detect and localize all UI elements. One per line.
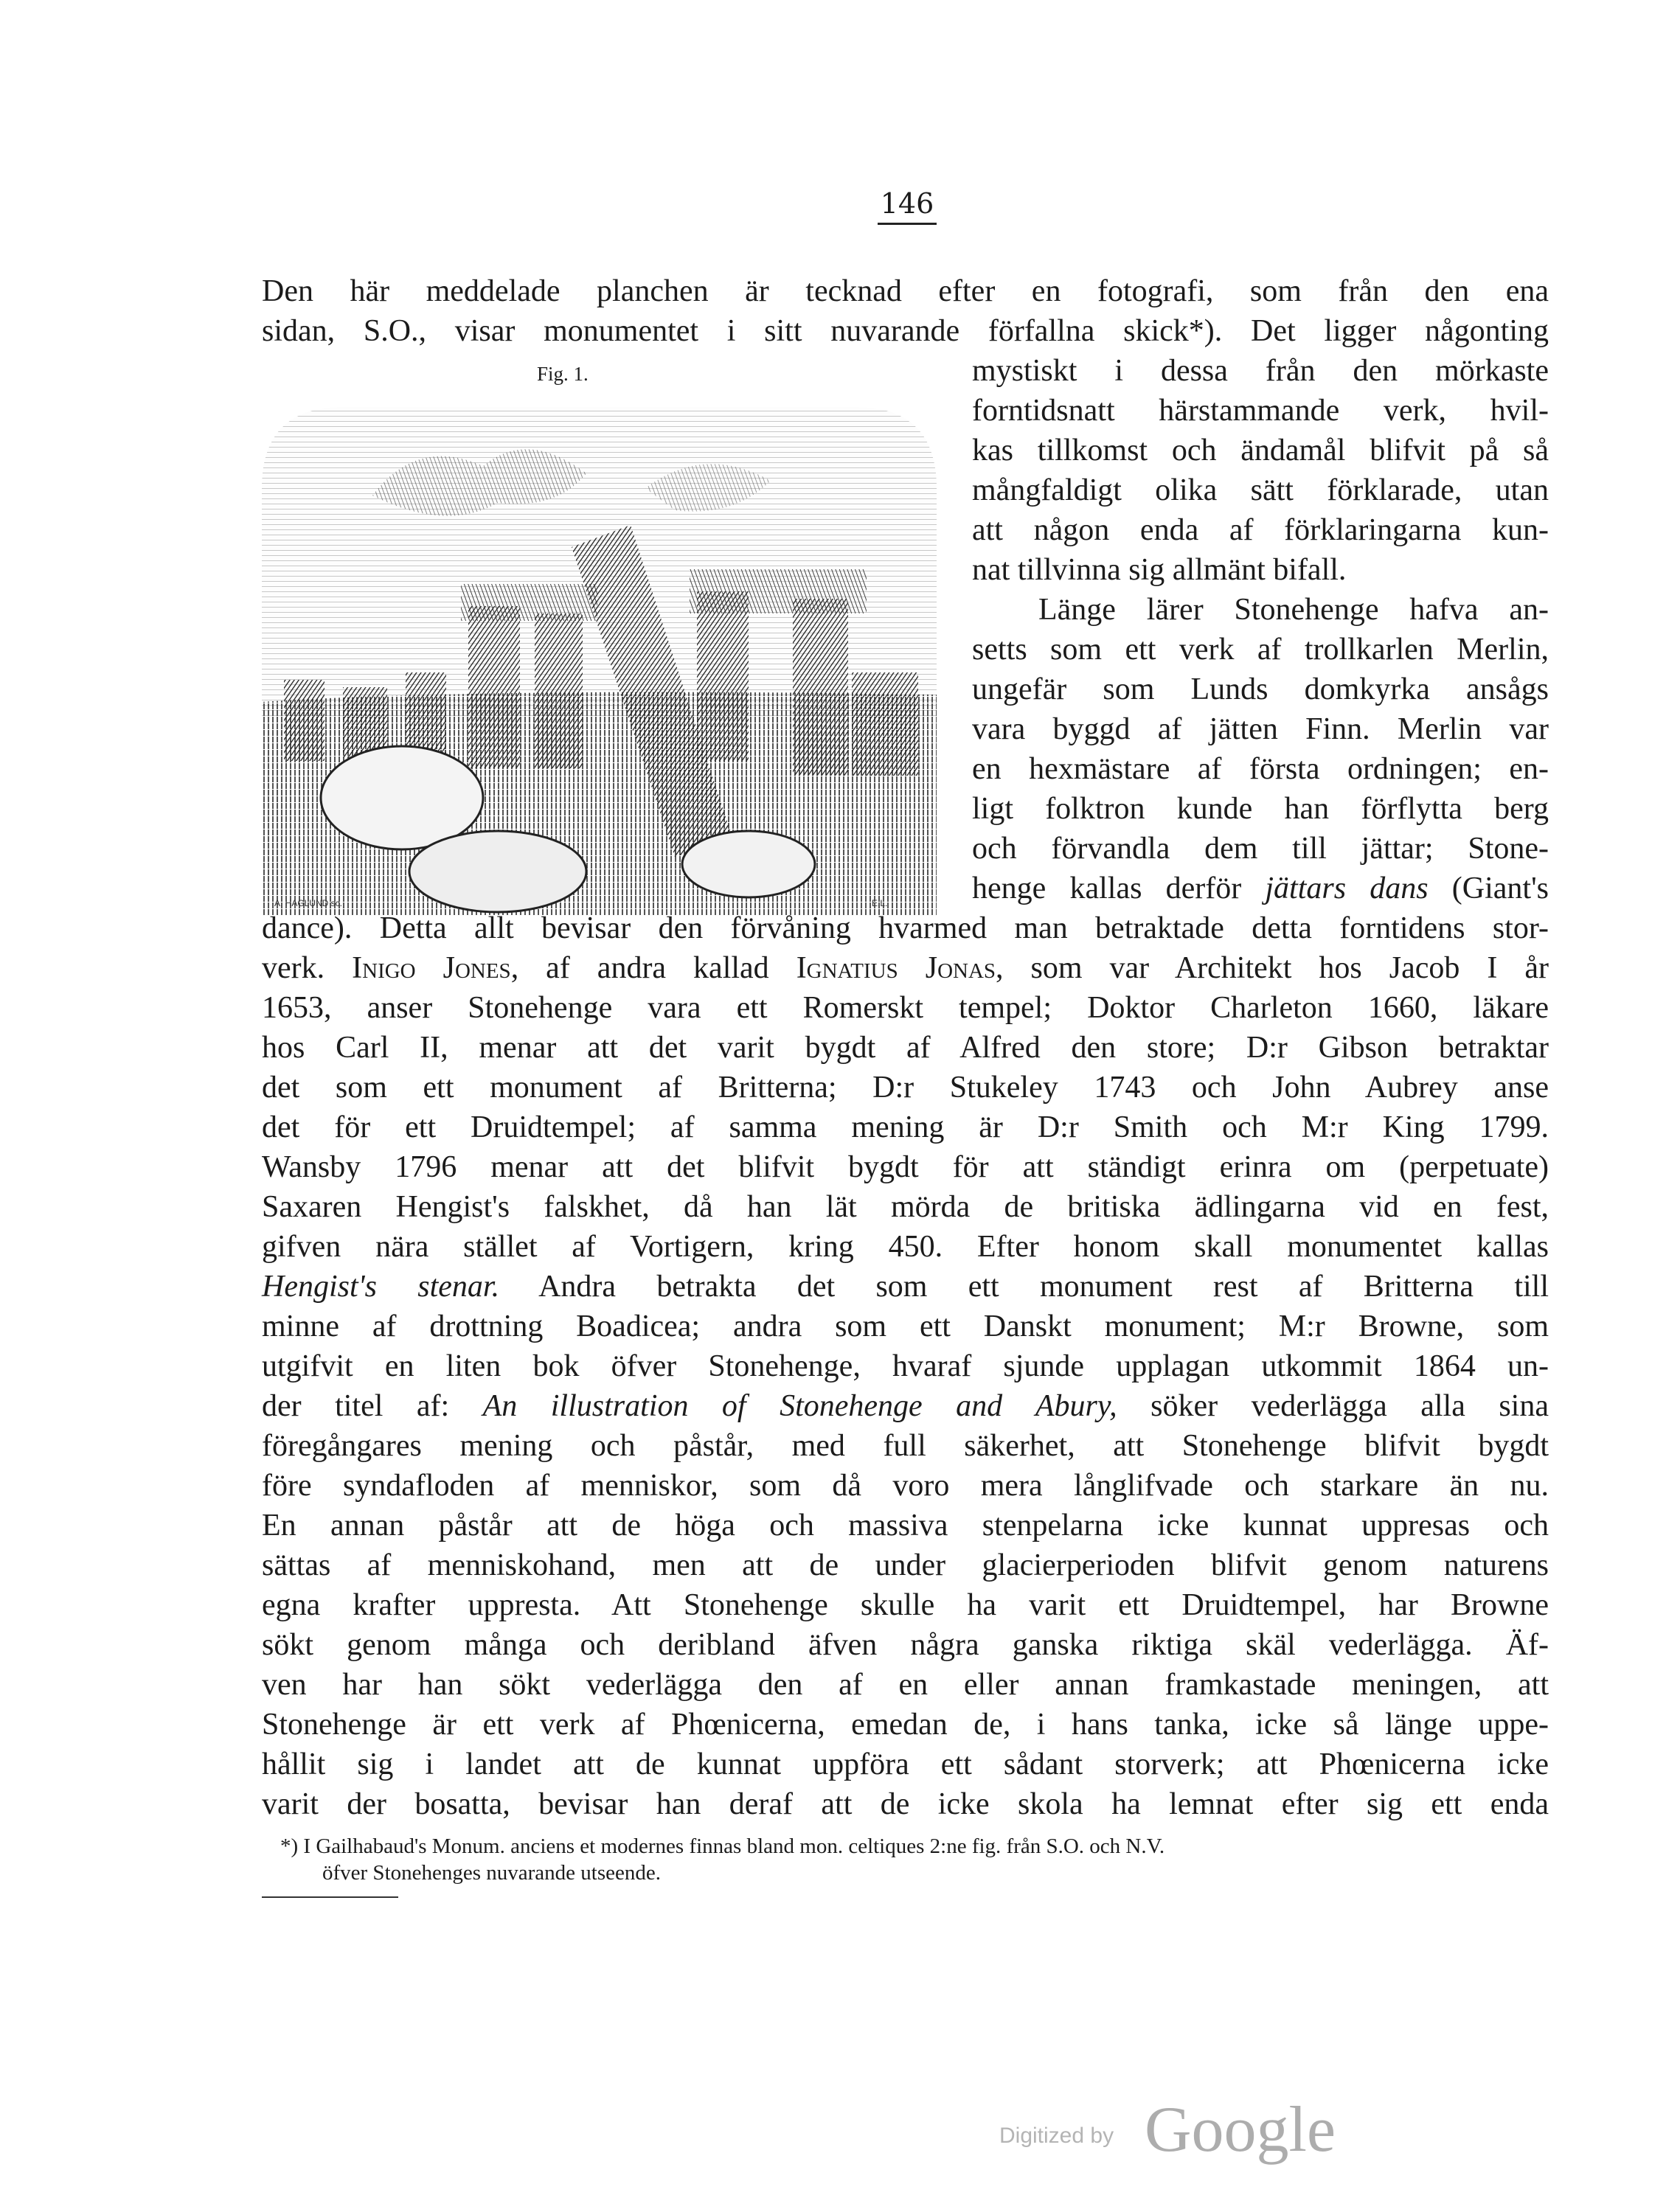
italic-term: Hengist's stenar. — [262, 1270, 500, 1304]
digitized-by-label: Digitized by — [999, 2124, 1114, 2148]
text-line: gifven nära stället af Vortigern, kring 450. Efter honom skall monumentet kallas — [262, 1230, 1549, 1264]
text-line: setts som ett verk af trollkarlen Merlin, — [972, 633, 1549, 667]
text-line: mångfaldigt olika sätt förklarade, utan — [972, 473, 1549, 507]
text-line: ven har han sökt vederlägga den af en eller annan framkastade meningen, att — [262, 1668, 1549, 1702]
text-line: Länge lärer Stonehenge hafva an- — [1038, 593, 1549, 627]
text-line: utgifvit en liten bok öfver Stonehenge, hvaraf sjunde upplagan utkommit 1864 un- — [262, 1349, 1549, 1383]
text-segment: , som var Architekt hos Jacob I år — [996, 951, 1549, 985]
text-line: egna krafter uppresta. Att Stonehenge skulle ha varit ett Druidtempel, har Browne — [262, 1588, 1549, 1622]
text-line: forntidsnatt härstammande verk, hvil- — [972, 394, 1549, 428]
text-line: mystiskt i dessa från den mörkaste — [972, 354, 1549, 388]
text-line: nat tillvinna sig allmänt bifall. — [972, 553, 1347, 587]
text-segment: (Giant's — [1451, 872, 1549, 905]
text-line: ligt folktron kunde han förflytta berg — [972, 792, 1549, 826]
text-line: sidan, S.O., visar monumentet i sitt nuvarande förfallna skick*). Det ligger någonting — [262, 314, 1549, 348]
text-line: varit der bosatta, bevisar han deraf att de icke skola ha lemnat efter sig ett enda — [262, 1787, 1549, 1821]
engraver-initials: E.L. — [872, 898, 888, 908]
person-name: Ignatius Jonas — [796, 951, 996, 985]
book-title: An illustration of Stonehenge and Abury, — [482, 1389, 1117, 1423]
text-line — [262, 1267, 1549, 1307]
footnote-rule — [262, 1896, 398, 1898]
text-line: att någon enda af förklaringarna kun- — [972, 513, 1549, 547]
text-line — [262, 948, 1549, 988]
text-line: vara byggd af jätten Finn. Merlin var — [972, 712, 1549, 746]
text-segment: Andra betrakta det som ett monument rest af Britterna till — [538, 1270, 1549, 1304]
text-line — [972, 869, 1549, 908]
text-segment: henge kallas derför — [972, 872, 1242, 905]
text-line: minne af drottning Boadicea; andra som ett Danskt monument; M:r Browne, som — [262, 1310, 1549, 1343]
text-line: det som ett monument af Britterna; D:r Stukeley 1743 och John Aubrey anse — [262, 1071, 1549, 1105]
google-logo: Google — [1145, 2094, 1336, 2166]
text-line: dance). Detta allt bevisar den förvåning hvarmed man betraktade detta forntidens stor- — [262, 911, 1549, 945]
text-segment: verk. — [262, 951, 325, 985]
text-line: före syndafloden af menniskor, som då voro mera långlifvade och starkare än nu. — [262, 1469, 1549, 1503]
stonehenge-engraving — [262, 385, 937, 916]
text-line: Stonehenge är ett verk af Phœnicerna, emedan de, i hans tanka, icke så länge uppe- — [262, 1708, 1549, 1742]
text-line: sökt genom många och deribland äfven några ganska riktiga skäl vederlägga. Äf- — [262, 1628, 1549, 1662]
text-line — [262, 1386, 1549, 1426]
text-line: 1653, anser Stonehenge vara ett Romerskt tempel; Doktor Charleton 1660, läkare — [262, 991, 1549, 1025]
figure-caption: Fig. 1. — [537, 363, 589, 385]
footnote-line: öfver Stonehenges nuvarande utseende. — [322, 1861, 662, 1885]
text-line: ungefär som Lunds domkyrka ansågs — [972, 672, 1549, 706]
text-line: och förvandla dem till jättar; Stone- — [972, 832, 1549, 866]
text-line: Saxaren Hengist's falskhet, då han lät mörda de britiska ädlingarna vid en fest, — [262, 1190, 1549, 1224]
text-line: hållit sig i landet att de kunnat uppföra ett sådant storverk; att Phœnicerna icke — [262, 1747, 1549, 1781]
text-line: sättas af menniskohand, men att de under glacierperioden blifvit genom naturens — [262, 1548, 1549, 1582]
text-line: kas tillkomst och ändamål blifvit på så — [972, 434, 1549, 467]
text-segment: , af andra kallad — [510, 951, 769, 985]
text-line: Den här meddelade planchen är tecknad efter en fotografi, som från den ena — [262, 274, 1549, 308]
text-segment: der titel af: — [262, 1389, 450, 1423]
italic-term: jättars dans — [1265, 872, 1429, 905]
footnote-line: *) I Gailhabaud's Monum. anciens et modernes finnas bland mon. celtiques 2:ne fig. från S.O. och N.V. — [280, 1834, 1165, 1858]
person-name: Inigo Jones — [352, 951, 511, 985]
text-segment: söker vederlägga alla sina — [1150, 1389, 1549, 1423]
text-line: Wansby 1796 menar att det blifvit bygdt för att ständigt erinra om (perpetuate) — [262, 1150, 1549, 1184]
text-line: En annan påstår att de höga och massiva stenpelarna icke kunnat uppresas och — [262, 1509, 1549, 1543]
engraver-signature: A. HAGLUND sc. — [274, 898, 343, 908]
page-number: 146 — [878, 187, 937, 225]
text-line: en hexmästare af första ordningen; en- — [972, 752, 1549, 786]
text-line: föregångares mening och påstår, med full säkerhet, att Stonehenge blifvit bygdt — [262, 1429, 1549, 1463]
text-line: hos Carl II, menar att det varit bygdt af Alfred den store; D:r Gibson betraktar — [262, 1031, 1549, 1065]
text-line: det för ett Druidtempel; af samma mening är D:r Smith och M:r King 1799. — [262, 1110, 1549, 1144]
